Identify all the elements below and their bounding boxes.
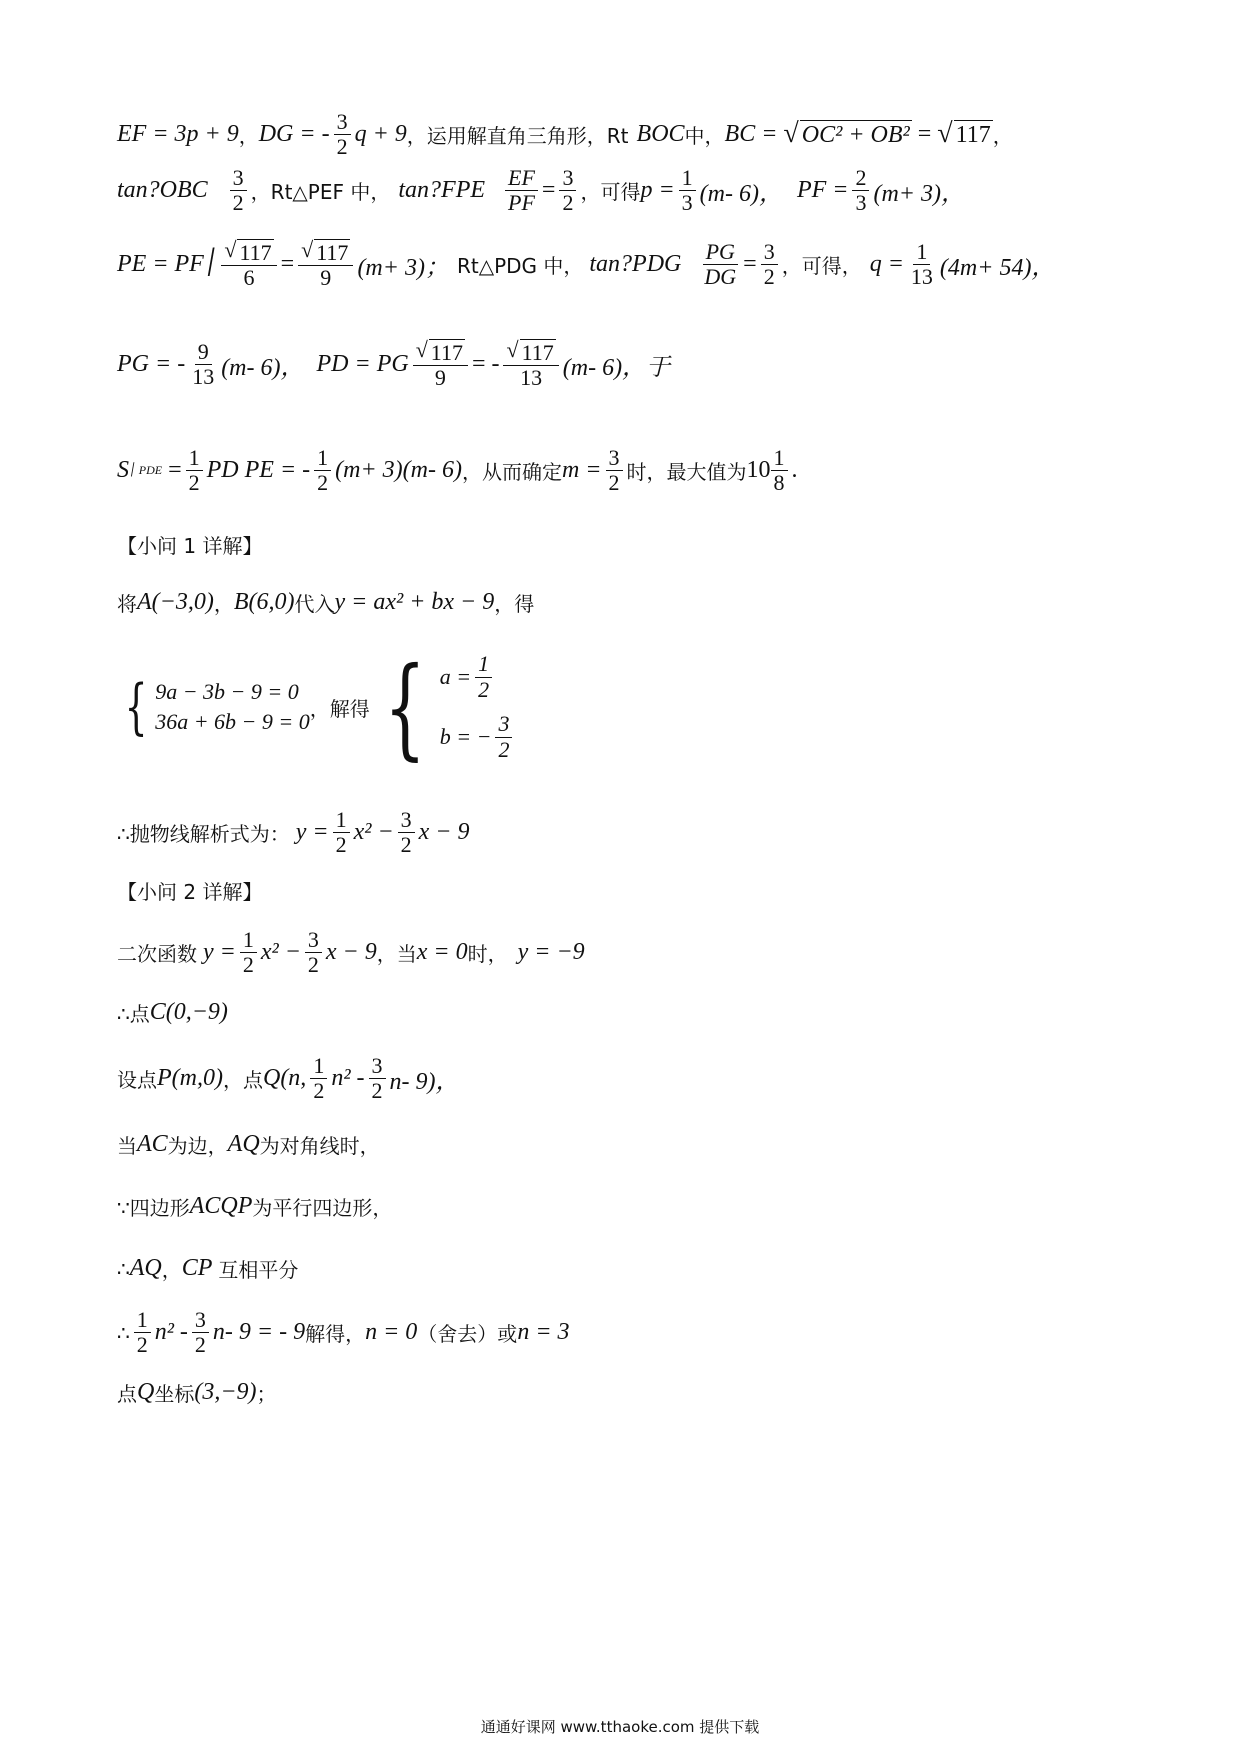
fraction: $\frac{3}{2}$ [334, 110, 351, 159]
radical-icon: √ [937, 118, 953, 150]
sqrt-117: √ 117 [937, 118, 991, 150]
fraction: √ 117 13 [503, 338, 558, 390]
line-13: ∵四边形 ACQP 为平行四边形， [117, 1193, 393, 1220]
line-14: ∴ AQ ， CP 互相平分 [117, 1255, 299, 1282]
fraction: $\frac{1}{2}$ [333, 808, 350, 857]
fraction: $\frac{1}{13}$ [910, 238, 933, 289]
fraction: $\frac{EF}{PF}$ [505, 166, 538, 215]
fraction: $\frac{3}{2}$ [761, 240, 778, 289]
fraction: $\frac{3}{2}$ [559, 166, 576, 215]
section-heading-1: 【小问 1 详解】 [117, 534, 263, 558]
equation-system: { 9a − 3b − 9 = 0 36a + 6b − 9 = 0 [124, 672, 310, 742]
fraction: $\frac{3}{2}$ [305, 928, 322, 977]
fraction: $\frac{3}{2}$ [230, 166, 247, 215]
tan-fpe: tan?FPE [398, 177, 486, 204]
fraction: $\frac{1}{2}$ [310, 1054, 327, 1103]
fraction: $\frac{1}{2}$ [186, 446, 203, 495]
line-15: ∴ $\frac{1}{2}$ n² - $\frac{3}{2}$ n- 9 = - 9 解得， n = 0 （舍去）或 n = 3 [117, 1307, 570, 1358]
left-brace-icon: { [383, 643, 426, 771]
line-8: ∴抛物线解析式为： y = $\frac{1}{2}$ x² − $\frac{3}{2}$ x − 9 [117, 807, 470, 858]
radical-icon: √ [301, 237, 314, 262]
line-16: 点 Q 坐标 (3,−9) ； [117, 1379, 277, 1406]
fraction: √ 117 6 [221, 238, 276, 290]
fraction: $\frac{3}{2}$ [398, 808, 415, 857]
dg-lhs: DG = - [258, 121, 330, 148]
radical-icon: √ [783, 118, 799, 150]
text: 中， [684, 124, 725, 149]
fraction: $\frac{1}{3}$ [679, 166, 696, 215]
fraction: $\frac{3}{2}$ [369, 1054, 386, 1103]
solution-system: { a = $\frac{1}{2}$ b = − $\frac{3}{2}$ [370, 652, 517, 762]
line-4: PG = - $\frac{9}{13}$ (m- 6)， PD = PG √ 117 9 = - √ 117 13 (m- 6)，于 [117, 337, 671, 391]
line-2: tan?OBC $\frac{3}{2}$ ，Rt△PEF 中， tan?FPE $\frac{EF}{PF}$ = $\frac{3}{2}$ ，可得 p = $\frac{1}{3}$ (m- 6)， PF = $\frac{2}{3}$ (m+ 3)， [117, 165, 965, 216]
page-footer: 通通好课网 www.tthaoke.com 提供下载 [480, 1718, 760, 1736]
fraction: $\frac{1}{2}$ [475, 652, 492, 701]
tan-obc: tan?OBC [117, 177, 208, 204]
line-1: EF = 3p + 9 ， DG = - $\frac{3}{2}$ q + 9 ，运用解直角三角形，Rt BOC 中， BC = √ OC² + OB² = √ 117 ， [117, 109, 1013, 160]
fraction: $\frac{1}{2}$ [134, 1308, 151, 1357]
fraction: $\frac{3}{2}$ [192, 1308, 209, 1357]
line-5: S ׀ PDE = $\frac{1}{2}$ PD PE = - $\frac{1}{2}$ (m+ 3)(m- 6) ，从而确定 m = $\frac{3}{2}$ 时，最大值为 10 $\frac{1}{8}$ . [117, 445, 798, 496]
fraction: $\frac{PG}{DG}$ [704, 238, 737, 289]
fraction: $\frac{3}{2}$ [495, 712, 512, 761]
line-10: ∴点 C(0,−9) [117, 999, 228, 1026]
dg-rhs: q + 9 [354, 121, 407, 148]
radical-icon: √ [224, 237, 237, 262]
fraction: $\frac{2}{3}$ [852, 166, 869, 215]
line-7: { 9a − 3b − 9 = 0 36a + 6b − 9 = 0 ，解得 { a = $\frac{1}{2}$ b = − $\frac{3}{2}$ [117, 652, 1180, 762]
left-brace-icon: { [124, 672, 148, 742]
fraction: $\frac{3}{2}$ [606, 446, 623, 495]
section-heading-2: 【小问 2 详解】 [117, 880, 263, 904]
bc-lhs: BC = [724, 121, 778, 148]
fraction: $\frac{1}{8}$ [771, 446, 788, 495]
radical-icon: √ [415, 337, 428, 362]
sqrt-expr: √ OC² + OB² [783, 118, 910, 150]
radical-icon: √ [506, 337, 519, 362]
fraction: √ 117 9 [298, 238, 353, 290]
line-3: PE = PF׀ √ 117 6 = √ 117 9 (m+ 3)； Rt△PDG 中， tan?PDG $\frac{PG}{DG}$ = $\frac{3}{2}$ ，可得， q = $\frac{1}{13}$ (4m+ 54)， [117, 237, 1056, 291]
ef-expr: EF = 3p + 9 [117, 121, 239, 148]
line-9: 二次函数 y = $\frac{1}{2}$ x² − $\frac{3}{2}$ x − 9 ，当 x = 0 时， y = −9 [117, 927, 585, 978]
text: ，运用解直角三角形，Rt [406, 124, 629, 149]
fraction: $\frac{9}{13}$ [192, 338, 215, 389]
fraction: √ 117 9 [413, 338, 468, 390]
boc: BOC [636, 121, 685, 148]
line-12: 当 AC 为边， AQ 为对角线时， [117, 1131, 380, 1158]
pe-lhs: PE = PF׀ [117, 250, 218, 277]
fraction: $\frac{1}{2}$ [314, 446, 331, 495]
line-6: 将 A(−3,0) ， B(6,0) 代入 y = ax² + bx − 9 ，得 [117, 589, 535, 616]
line-11: 设点 P(m,0) ，点 Q(n, $\frac{1}{2}$ n² - $\frac{3}{2}$ n- 9)， [117, 1053, 460, 1104]
fraction: $\frac{1}{2}$ [240, 928, 257, 977]
